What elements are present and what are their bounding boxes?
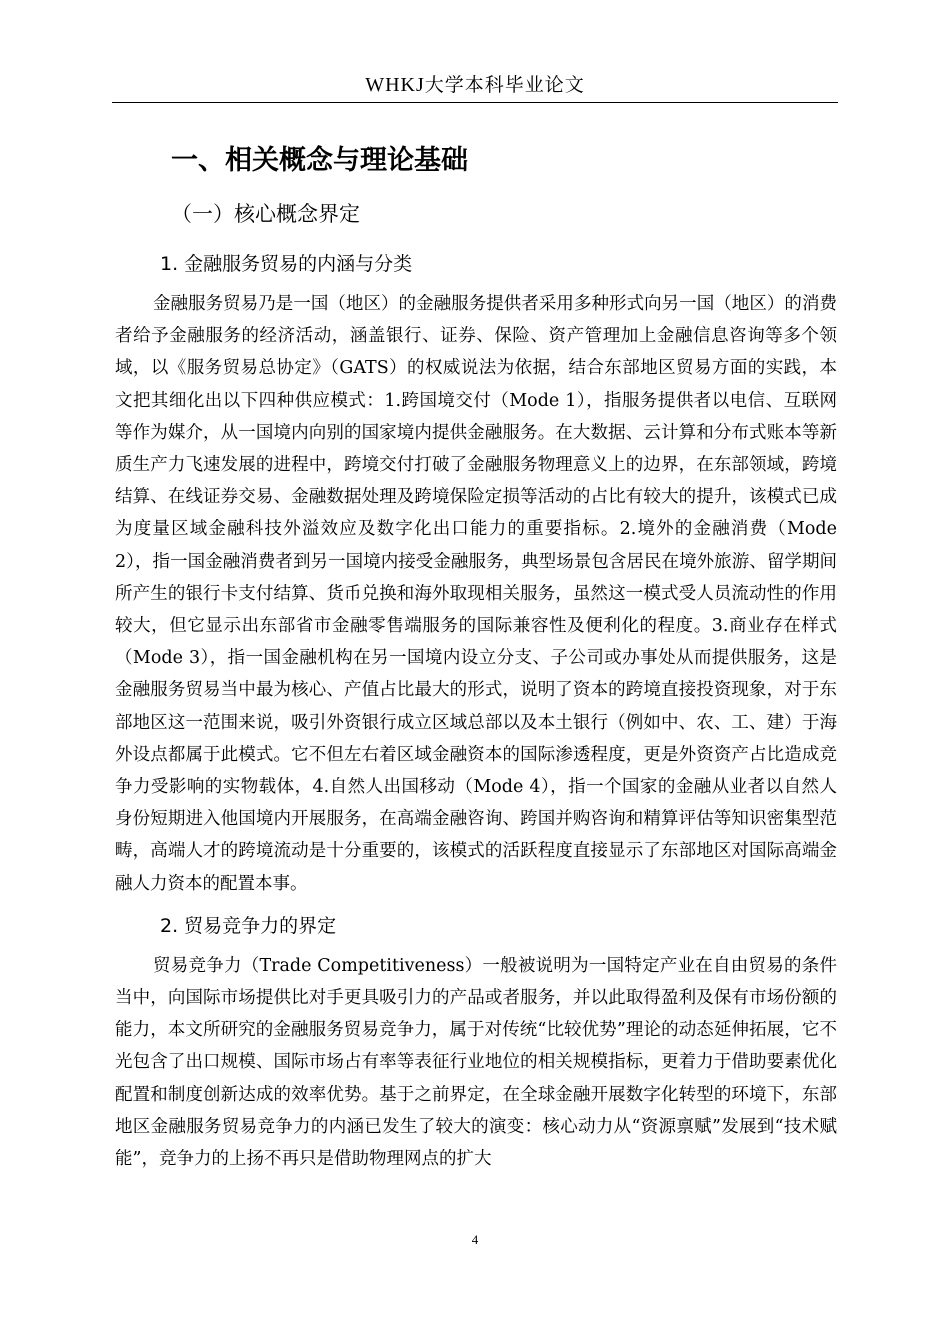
section-heading: （一）核心概念界定: [171, 202, 360, 226]
subsection-heading-2: 2. 贸易竞争力的界定: [160, 914, 337, 937]
body-paragraph-1: 金融服务贸易乃是一国（地区）的金融服务提供者采用多种形式向另一国（地区）的消费者给予金融服务的经济活动，涵盖银行、证券、保险、资产管理加上金融信息咨询等多个领域，以《服务贸易总协定》（GATS）的权威说法为依据，结合东部地区贸易方面的实践，本文把其细化出以下四种供应模式：1.跨国境交付（Mode 1），指服务提供者以电信、互联网等作为媒介，从一国境内向别的国家境内提供金融服务。在大数据、云计算和分布式账本等新质生产力飞速发展的进程中，跨境交付打破了金融服务物理意义上的边界，在东部领域，跨境结算、在线证券交易、金融数据处理及跨境保险定损等活动的占比有较大的提升，该模式已成为度量区域金融科技外溢效应及数字化出口能力的重要指标。2.境外的金融消费（Mode 2），指一国金融消费者到另一国境内接受金融服务，典型场景包含居民在境外旅游、留学期间所产生的银行卡支付结算、货币兑换和海外取现相关服务，虽然这一模式受人员流动性的作用较大，但它显示出东部省市金融零售端服务的国际兼容性及便利化的程度。3.商业存在样式（Mode 3），指一国金融机构在另一国境内设立分支、子公司或办事处从而提供服务，这是金融服务贸易当中最为核心、产值占比最大的形式，说明了资本的跨境直接投资现象，对于东部地区这一范围来说，吸引外资银行成立区域总部以及本土银行（例如中、农、工、建）于海外设点都属于此模式。它不但左右着区域金融资本的国际渗透程度，更是外资资产占比造成竞争力受影响的实物载体，4.自然人出国移动（Mode 4），指一个国家的金融从业者以自然人身份短期进入他国境内开展服务，在高端金融咨询、跨国并购咨询和精算评估等知识密集型范畴，高端人才的跨境流动是十分重要的，该模式的活跃程度直接显示了东部地区对国际高端金融人力资本的配置本事。: [115, 294, 837, 894]
running-header: [112, 70, 838, 100]
body-paragraph-2: 贸易竞争力（Trade Competitiveness）一般被说明为一国特定产业在自由贸易的条件当中，向国际市场提供比对手更具吸引力的产品或者服务，并以此取得盈利及保有市场份额的能力，本文所研究的金融服务贸易竞争力，属于对传统“比较优势”理论的动态延伸拓展，它不光包含了出口规模、国际市场占有率等表征行业地位的相关规模指标，更着力于借助要素优化配置和制度创新达成的效率优势。基于之前界定，在全球金融开展数字化转型的环境下，东部地区金融服务贸易竞争力的内涵已发生了较大的演变：核心动力从“资源禀赋”发展到“技术赋能”，竞争力的上扬不再只是借助物理网点的扩大: [115, 955, 837, 1170]
header-university-code: WHKJ: [365, 74, 425, 96]
page-number: 4: [471, 1232, 479, 1247]
chapter-heading: 一、相关概念与理论基础: [171, 145, 468, 176]
header-title: 大学本科毕业论文: [424, 74, 585, 96]
header-rule: [112, 102, 838, 103]
subsection-heading-1: 1. 金融服务贸易的内涵与分类: [160, 253, 413, 275]
main-content: [115, 134, 837, 1175]
